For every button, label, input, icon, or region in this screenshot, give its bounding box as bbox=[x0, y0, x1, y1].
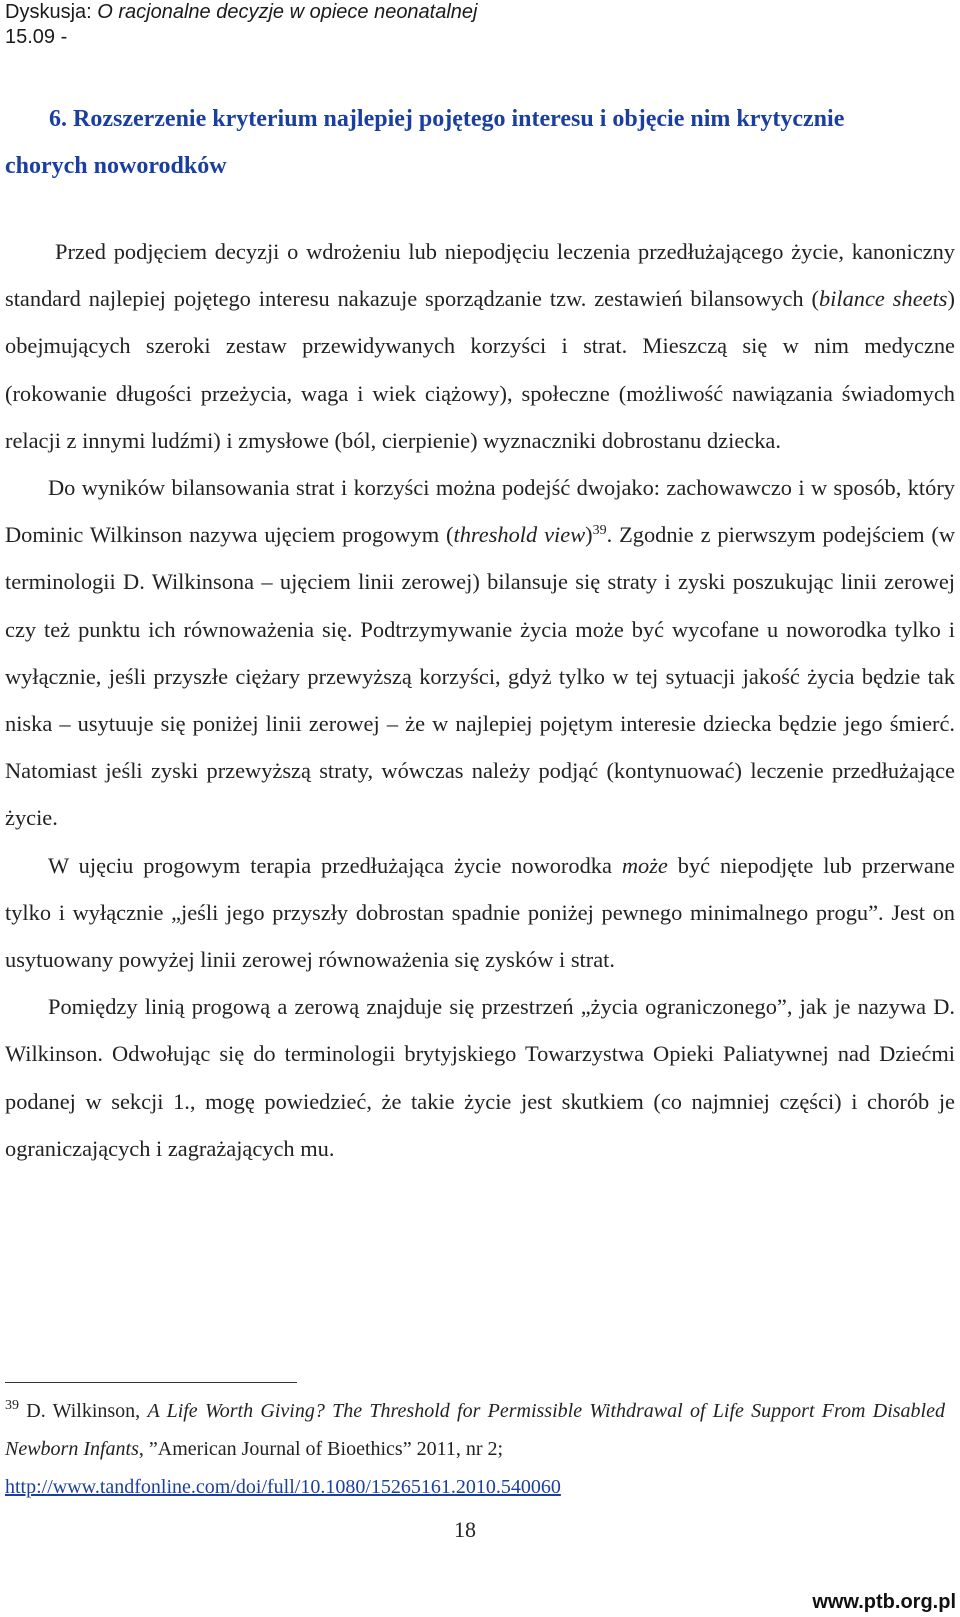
header-date: 15.09 - bbox=[5, 26, 68, 48]
header-prefix: Dyskusja: bbox=[5, 1, 98, 23]
section-number: 6. bbox=[49, 106, 67, 132]
paragraph-3 bbox=[5, 842, 955, 984]
header-line-1 bbox=[5, 0, 478, 25]
section-heading-line-1 bbox=[5, 96, 957, 143]
paragraph-1-text-b: ) obejmujących szeroki zestaw przewidywanych korzyści i strat. Mieszczą się w nim medyczne (rokowanie długości przeżycia, waga i wiek ciążowy), społeczne (możliwość nawiązania świadomych relacji z innymi ludźmi) i zmysłowe (ból, cierpienie) wyznaczniki dobrostanu dziecka. bbox=[5, 286, 955, 453]
footnote-source: , ”American Journal of Bioethics” 2011, nr 2; bbox=[138, 1438, 504, 1460]
footnote-author: D. Wilkinson, bbox=[19, 1400, 148, 1422]
section-title-line-2: chorych noworodków bbox=[5, 153, 227, 179]
paragraph-2-text-c: . Zgodnie z pierwszym podejściem (w terminologii D. Wilkinsona – ujęciem linii zerowej) bilansuje się straty i zyski poszukując linii zerowej czy też punktu ich równoważenia się. Podtrzymywanie życia może być wycofane u noworodka tylko i wyłącznie, jeśli przyszłe ciężary przewyższą korzyści, gdyż tylko w tej sytuacji jakość życia będzie tak niska – usytuuje się poniżej linii zerowej – że w najlepiej pojętym interesie dziecka będzie jego śmierć. Natomiast jeśli zyski przewyższą straty, wówczas należy podjąć (kontynuować) leczenie przedłużające życie. bbox=[5, 522, 955, 831]
body-text bbox=[5, 228, 955, 1172]
section-title-line-1: Rozszerzenie kryterium najlepiej pojętego interesu i objęcie nim krytycznie bbox=[73, 106, 845, 132]
footnote-ref-39[interactable]: 39 bbox=[592, 523, 607, 539]
paragraph-2-text-a: Do wyników bilansowania strat i korzyści można podejść dwojako: zachowawczo i w sposób, który Dominic Wilkinson nazywa ujęciem progowym ( bbox=[5, 475, 955, 548]
paragraph-4: Pomiędzy linią progową a zerową znajduje się przestrzeń „życia ograniczonego”, jak je nazywa D. Wilkinson. Odwołując się do terminologii brytyjskiego Towarzystwa Opieki Paliatywnej nad Dziećmi podanej w sekcji 1., mogę powiedzieć, że takie życie jest skutkiem (co najmniej części) i chorób je ograniczających i zagrażających mu. bbox=[5, 994, 955, 1161]
emphasis-moze: może bbox=[621, 852, 668, 878]
paragraph-1-text-a: Przed podjęciem decyzji o wdrożeniu lub niepodjęciu leczenia przedłużającego życie, kanoniczny standard najlepiej pojętego interesu nakazuje sporządzanie tzw. zestawień bilansowych ( bbox=[5, 239, 955, 312]
site-url: www.ptb.org.pl bbox=[812, 1591, 956, 1613]
footnote bbox=[5, 1392, 945, 1506]
paragraph-3-text-b: być niepodjęte lub przerwane tylko i wyłącznie „jeśli jego przyszły dobrostan spadnie poniżej pewnego minimalnego progu”. Jest on usytuowany powyżej linii zerowej równoważenia się zysków i strat. bbox=[5, 852, 955, 973]
footnote-title: A Life Worth Giving? The Threshold for Permissible Withdrawal of Life Support From Disabled Newborn Infants bbox=[5, 1400, 945, 1460]
term-threshold-view: threshold view bbox=[453, 522, 586, 548]
term-bilance-sheets: bilance sheets bbox=[818, 286, 948, 312]
paragraph-2-text-b: ) bbox=[585, 522, 593, 548]
paragraph-2 bbox=[5, 464, 955, 842]
header-title: O racjonalne decyzje w opiece neonatalnej bbox=[97, 1, 478, 23]
page-number: 18 bbox=[454, 1517, 476, 1542]
paragraph-1 bbox=[5, 228, 955, 464]
paragraph-3-text-a: W ujęciu progowym terapia przedłużająca życie noworodka bbox=[48, 852, 622, 878]
running-header bbox=[5, 0, 478, 50]
footnote-link[interactable]: http://www.tandfonline.com/doi/full/10.1080/15265161.2010.540060 bbox=[5, 1476, 561, 1498]
footnote-separator bbox=[5, 1382, 297, 1383]
section-heading bbox=[5, 96, 957, 190]
footnote-number: 39 bbox=[5, 1398, 19, 1413]
